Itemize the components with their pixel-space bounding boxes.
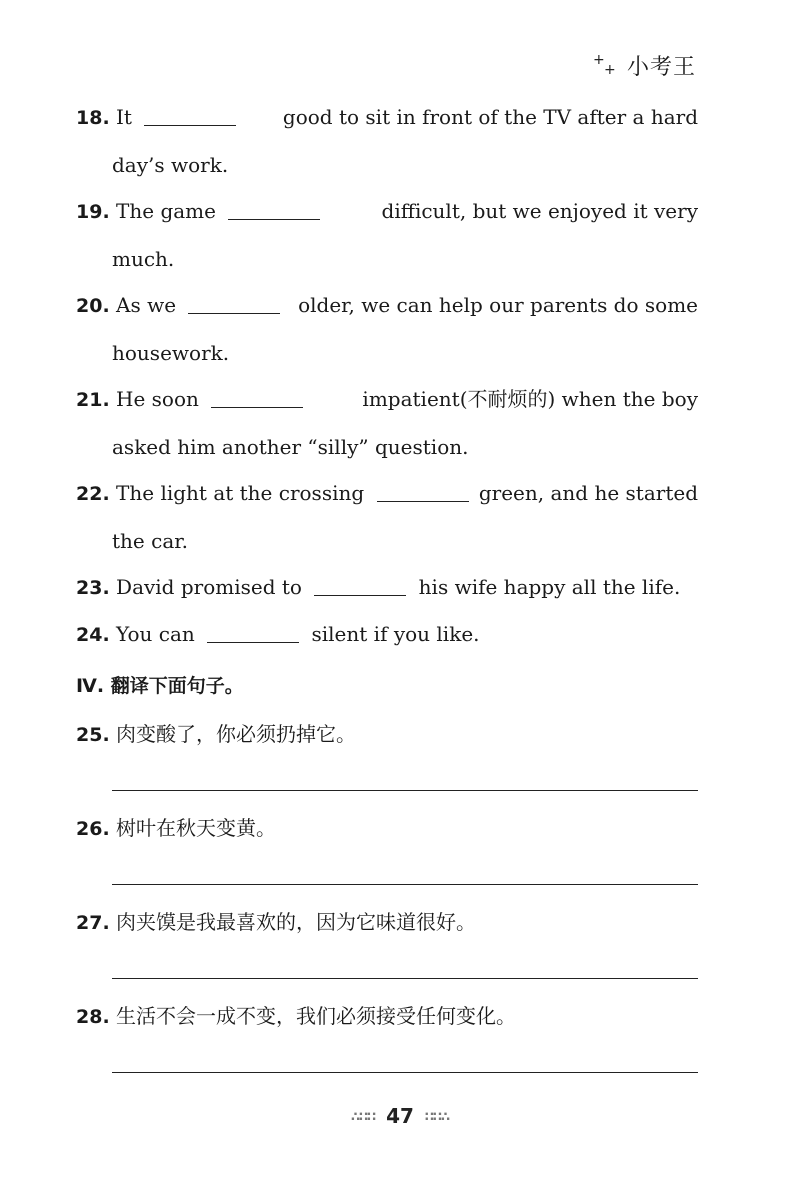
question-text-after: his wife happy all the life. [418,575,681,599]
question-text-before: You can [116,622,195,646]
question-text-continued: much. [112,247,175,271]
question-text-before: The game [116,199,216,223]
question-number: 24. [76,624,110,646]
translation-question-25 [76,718,698,747]
sparkle-icon: + + [592,51,616,78]
question-text-after: older, we can help our parents do some [298,293,698,317]
question-24 [76,611,698,659]
question-number: 23. [76,577,110,599]
section-heading: Ⅳ. 翻译下面句子。 [76,675,244,697]
question-21 [76,376,698,471]
question-text-continued: day’s work. [112,153,229,177]
page-number: 47 [386,1104,414,1128]
question-text-continued: housework. [112,341,230,365]
question-22 [76,470,698,565]
question-number: 22. [76,483,110,505]
question-number: 19. [76,201,110,223]
answer-blank[interactable] [144,105,236,126]
question-number: 20. [76,295,110,317]
answer-line[interactable] [112,1072,698,1073]
answer-blank[interactable] [314,575,406,596]
translation-prompt: 肉夹馍是我最喜欢的，因为它味道很好。 [116,910,477,934]
translation-prompt: 树叶在秋天变黄。 [116,816,277,840]
translation-prompt: 生活不会一成不变，我们必须接受任何变化。 [116,1004,517,1028]
question-text-before: It [116,105,132,129]
question-number: 27. [76,912,110,934]
question-text-before: The light at the crossing [116,481,365,505]
translation-question-28 [76,1000,698,1029]
question-number: 18. [76,107,110,129]
question-18 [76,94,698,189]
answer-blank[interactable] [377,481,469,502]
answer-blank[interactable] [188,293,280,314]
answer-blank[interactable] [207,622,299,643]
question-20 [76,282,698,377]
question-text-after: good to sit in front of the TV after a hard [282,105,698,129]
question-text-before: David promised to [116,575,302,599]
answer-line[interactable] [112,978,698,979]
question-text-after: green, and he started [478,481,698,505]
question-number: 28. [76,1006,110,1028]
question-number: 21. [76,389,110,411]
brand-title: 小考王 [626,55,696,80]
question-text-continued: the car. [112,529,188,553]
question-number: 25. [76,724,110,746]
dots-decoration-right: ∷∷∴ [424,1110,450,1125]
question-text-before: He soon [116,387,199,411]
answer-line[interactable] [112,884,698,885]
question-number: 26. [76,818,110,840]
question-19 [76,188,698,283]
translation-prompt: 肉变酸了，你必须扔掉它。 [116,722,357,746]
question-23 [76,564,698,612]
question-text-after: silent if you like. [311,622,480,646]
translation-question-27 [76,906,698,935]
answer-blank[interactable] [228,199,320,220]
question-text-before: As we [116,293,177,317]
question-text-after: difficult, but we enjoyed it very [381,199,698,223]
translation-question-26 [76,812,698,841]
answer-blank[interactable] [211,387,303,408]
question-text-after: impatient(不耐烦的) when the boy [362,387,698,411]
page-number-footer [0,1104,800,1128]
dots-decoration-left: ∴∷∷ [350,1110,376,1125]
answer-line[interactable] [112,790,698,791]
brand-header [593,50,696,81]
question-text-continued: asked him another “silly” question. [112,435,469,459]
